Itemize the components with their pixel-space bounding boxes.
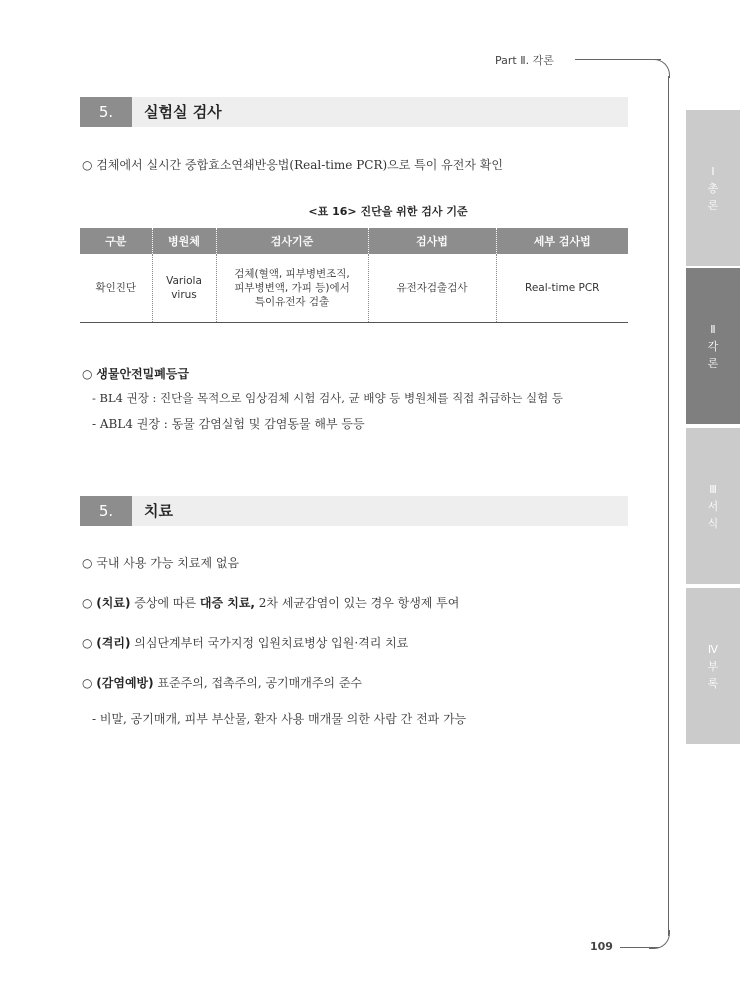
table-cell-method: 유전자검출검사 [368, 254, 496, 323]
side-tab-label: 각 [707, 339, 719, 353]
section-title: 실험실 검사 [144, 103, 222, 121]
section-header-lab-test [80, 97, 628, 127]
table-header-row [80, 228, 628, 254]
treatment-line-5: - 비말, 공기매개, 피부 부산물, 환자 사용 매개물 의한 사람 간 전파 가능 [92, 712, 467, 726]
table-row [80, 254, 628, 323]
part-label: Part Ⅱ. 각론 [495, 54, 554, 67]
side-tab-numeral: Ⅳ [707, 642, 719, 656]
frame-bottom-rule [620, 947, 660, 948]
side-tab-label: 록 [707, 676, 719, 690]
diagnostic-criteria-table [80, 228, 628, 323]
side-tab-appendix[interactable] [686, 588, 740, 744]
biosafety-title: 생물안전밀폐등급 [96, 367, 190, 381]
table-header-cell: 검사법 [368, 228, 496, 254]
treatment-line-4: ○ (감염예방) 표준주의, 접촉주의, 공기매개주의 준수 [82, 676, 363, 690]
frame-top-corner [649, 59, 670, 78]
side-tab-label: 총 [707, 181, 719, 195]
table-cell-pathogen [152, 254, 216, 323]
treatment-line-3: ○ (격리) 의심단계부터 국가지정 입원치료병상 입원·격리 치료 [82, 636, 409, 650]
treatment-line-2: ○ (치료) 증상에 따른 대증 치료, 2차 세균감염이 있는 경우 항생제 투여 [82, 596, 460, 610]
side-tab-label: 서 [707, 499, 719, 513]
criteria-line: 피부병변액, 가피 등)에서 [234, 282, 350, 294]
section-number: 5. [80, 496, 132, 526]
table-caption: <표 16> 진단을 위한 검사 기준 [308, 205, 468, 218]
pathogen-line: virus [171, 289, 197, 301]
section-header-treatment [80, 496, 628, 526]
table-cell-category: 확인진단 [80, 254, 152, 323]
side-tab-label: 식 [707, 516, 719, 530]
lab-test-intro: ○ 검체에서 실시간 중합효소연쇄반응법(Real-time PCR)으로 특이 유전자 확인 [82, 158, 503, 172]
side-tab-label: 부 [707, 659, 719, 673]
table-cell-detail: Real-time PCR [496, 254, 628, 323]
side-tab-numeral: Ⅲ [709, 482, 717, 496]
biosafety-item: - BL4 권장 : 진단을 목적으로 임상검체 시험 검사, 균 배양 등 병원체를 직접 취급하는 실험 등 [92, 391, 564, 405]
table-header-cell: 검사기준 [216, 228, 368, 254]
section-number: 5. [80, 97, 132, 127]
table-header-cell: 병원체 [152, 228, 216, 254]
biosafety-item: - ABL4 권장 : 동물 감염실험 및 감염동물 해부 등등 [92, 417, 365, 431]
biosafety-heading: ○ 생물안전밀폐등급 [82, 367, 190, 381]
criteria-line: 검체(혈액, 피부병변조직, [234, 268, 350, 280]
table-header-cell: 세부 검사법 [496, 228, 628, 254]
criteria-line: 특이유전자 검출 [254, 296, 330, 308]
pathogen-line: Variola [166, 275, 202, 287]
page-number: 109 [590, 940, 613, 953]
treatment-line-1: ○ 국내 사용 가능 치료제 없음 [82, 556, 240, 570]
side-tab-label: 론 [707, 198, 719, 212]
side-tab-numeral: Ⅱ [710, 322, 716, 336]
side-tab-numeral: Ⅰ [711, 164, 715, 178]
side-tab-forms[interactable] [686, 428, 740, 584]
side-tab-details[interactable] [686, 268, 740, 424]
side-tab-label: 론 [707, 356, 719, 370]
section-title: 치료 [144, 502, 173, 520]
table-cell-criteria [216, 254, 368, 323]
side-tab-overview[interactable] [686, 110, 740, 266]
table-header-cell: 구분 [80, 228, 152, 254]
